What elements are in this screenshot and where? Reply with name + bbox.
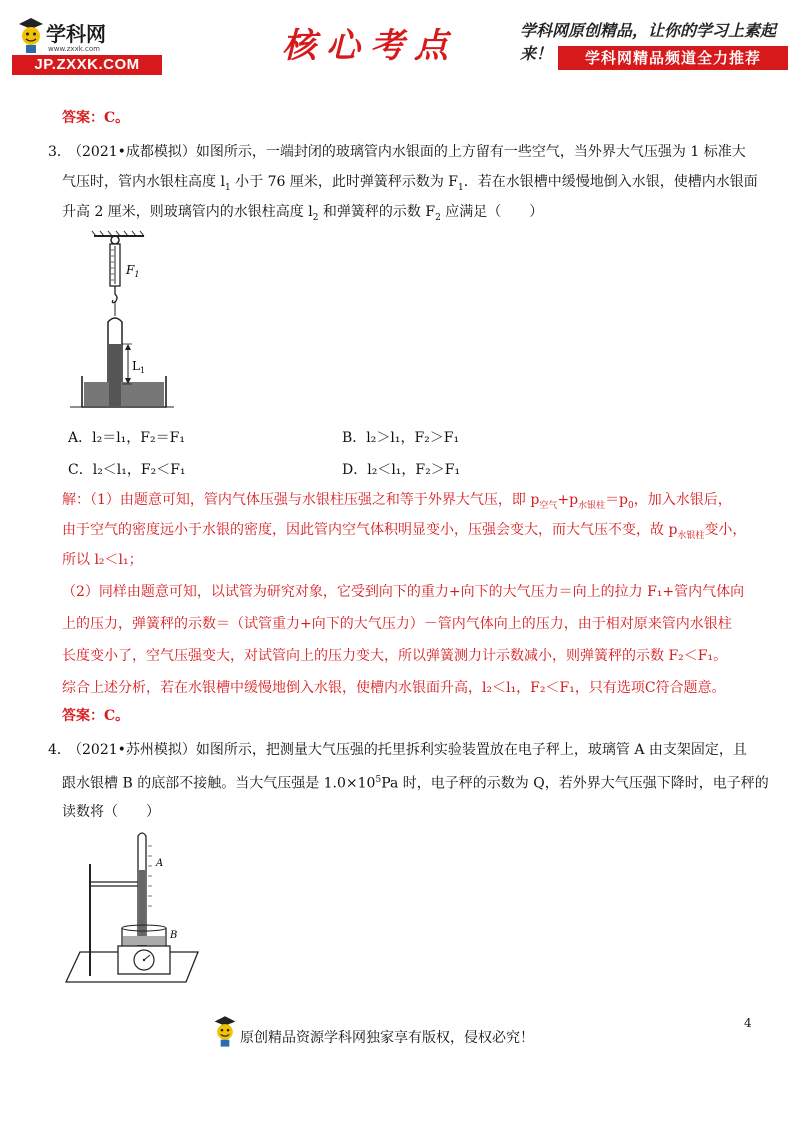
f1-label: $F_1$: [126, 263, 140, 279]
q3-solution-line3: 所以 l₂＜l₁；: [62, 552, 143, 568]
q4-number: 4．: [48, 742, 71, 758]
l1-label: $L_1$: [132, 359, 146, 375]
q3-option-b: B．l₂＞l₁，F₂＞F₁: [342, 430, 460, 446]
q4-line2: 跟水银槽 B 的底部不接触。当大气压强是 $1.0\times 10^5Pa$ 时，电子秤的示数为 Q，若外界大气压强下降时，电子秤的: [62, 775, 769, 792]
logo-url-small: www.zxxk.com: [48, 45, 100, 53]
slogan: 学科网原创精品，让你的学习上素起来！: [520, 21, 777, 63]
q3-solution-line7: 综合上述分析，若在水银槽中缓慢地倒入水银，使槽内水银面升高，l₂＜l₁，F₂＜F₁，只有选项C符合题意。: [62, 680, 726, 696]
q3-number: 3．: [48, 144, 71, 160]
page-header: [0, 0, 800, 90]
q3-solution-line6: 长度变小了，空气压强变大，对试管向上的压力变大，所以弹簧测力计示数减小，则弹簧秤的示数 F₂＜F₁。: [62, 648, 728, 664]
q3-option-c: C．l₂＜l₁，F₂＜F₁: [68, 462, 186, 478]
trough-b-label: B: [170, 930, 178, 941]
q4-line1: （2021•苏州模拟）如图所示，把测量大气压强的托里拆利实验装置放在电子秤上，玻璃管 A 由支架固定，且: [68, 742, 747, 758]
q3-option-d: D．l₂＜l₁，F₂＞F₁: [342, 462, 461, 478]
zxxk-logo: [12, 14, 162, 74]
footer-mascot-icon: [212, 1014, 238, 1048]
q4-line3: 读数将（ ）: [62, 804, 160, 820]
q3-solution-line1: 解：（1）由题意可知，管内气体压强与水银柱压强之和等于外界大气压，即 $p_{空气}+p_{水银柱}=p_0$，加入水银后，: [62, 492, 732, 511]
banner: 学科网精品频道全力推荐: [558, 46, 788, 70]
q3-solution-line2: 由于空气的密度远小于水银的密度，因此管内空气体积明显变小，压强会变大，而大气压不变，故 $p_{水银柱}$变小，: [62, 522, 747, 541]
q3-solution-line5: 上的压力，弹簧秤的示数＝（试管重力+向下的大气压力）－管内气体向上的压力，由于相对原来管内水银柱: [62, 616, 732, 632]
tube-a-label: A: [156, 858, 164, 869]
q3-option-a: A．l₂＝l₁，F₂＝F₁: [68, 430, 185, 446]
q3-line1: （2021•成都模拟）如图所示，一端封闭的玻璃管内水银面的上方留有一些空气，当外界大气压强为 1 标准大: [68, 144, 746, 160]
q3-answer: 答案：C。: [62, 708, 130, 724]
q3-diagram: [64, 228, 174, 413]
logo-url: JP.ZXXK.COM: [12, 55, 162, 75]
q3-line2: 气压时，管内水银柱高度 $l_1$ 小于 76 厘米，此时弹簧秤示数为 $F_1$．若在水银槽中缓慢地倒入水银，使槽内水银面: [62, 174, 758, 193]
mascot-icon: [16, 16, 46, 54]
prev-answer: 答案：C。: [62, 110, 130, 126]
copyright-notice: 原创精品资源学科网独家享有版权，侵权必究！: [240, 1030, 534, 1046]
page-title: 核心考点: [282, 26, 458, 66]
q4-diagram: [62, 826, 212, 988]
q3-solution-line4: （2）同样由题意可知，以试管为研究对象，它受到向下的重力+向下的大气压力＝向上的拉力 F₁+管内气体向: [62, 584, 745, 600]
page-number: 4: [744, 1016, 752, 1030]
q3-line3: 升高 2 厘米，则玻璃管内的水银柱高度 $l_2$ 和弹簧秤的示数 $F_2$ 应满足（ ）: [62, 204, 544, 223]
logo-text: 学科网: [46, 22, 106, 46]
